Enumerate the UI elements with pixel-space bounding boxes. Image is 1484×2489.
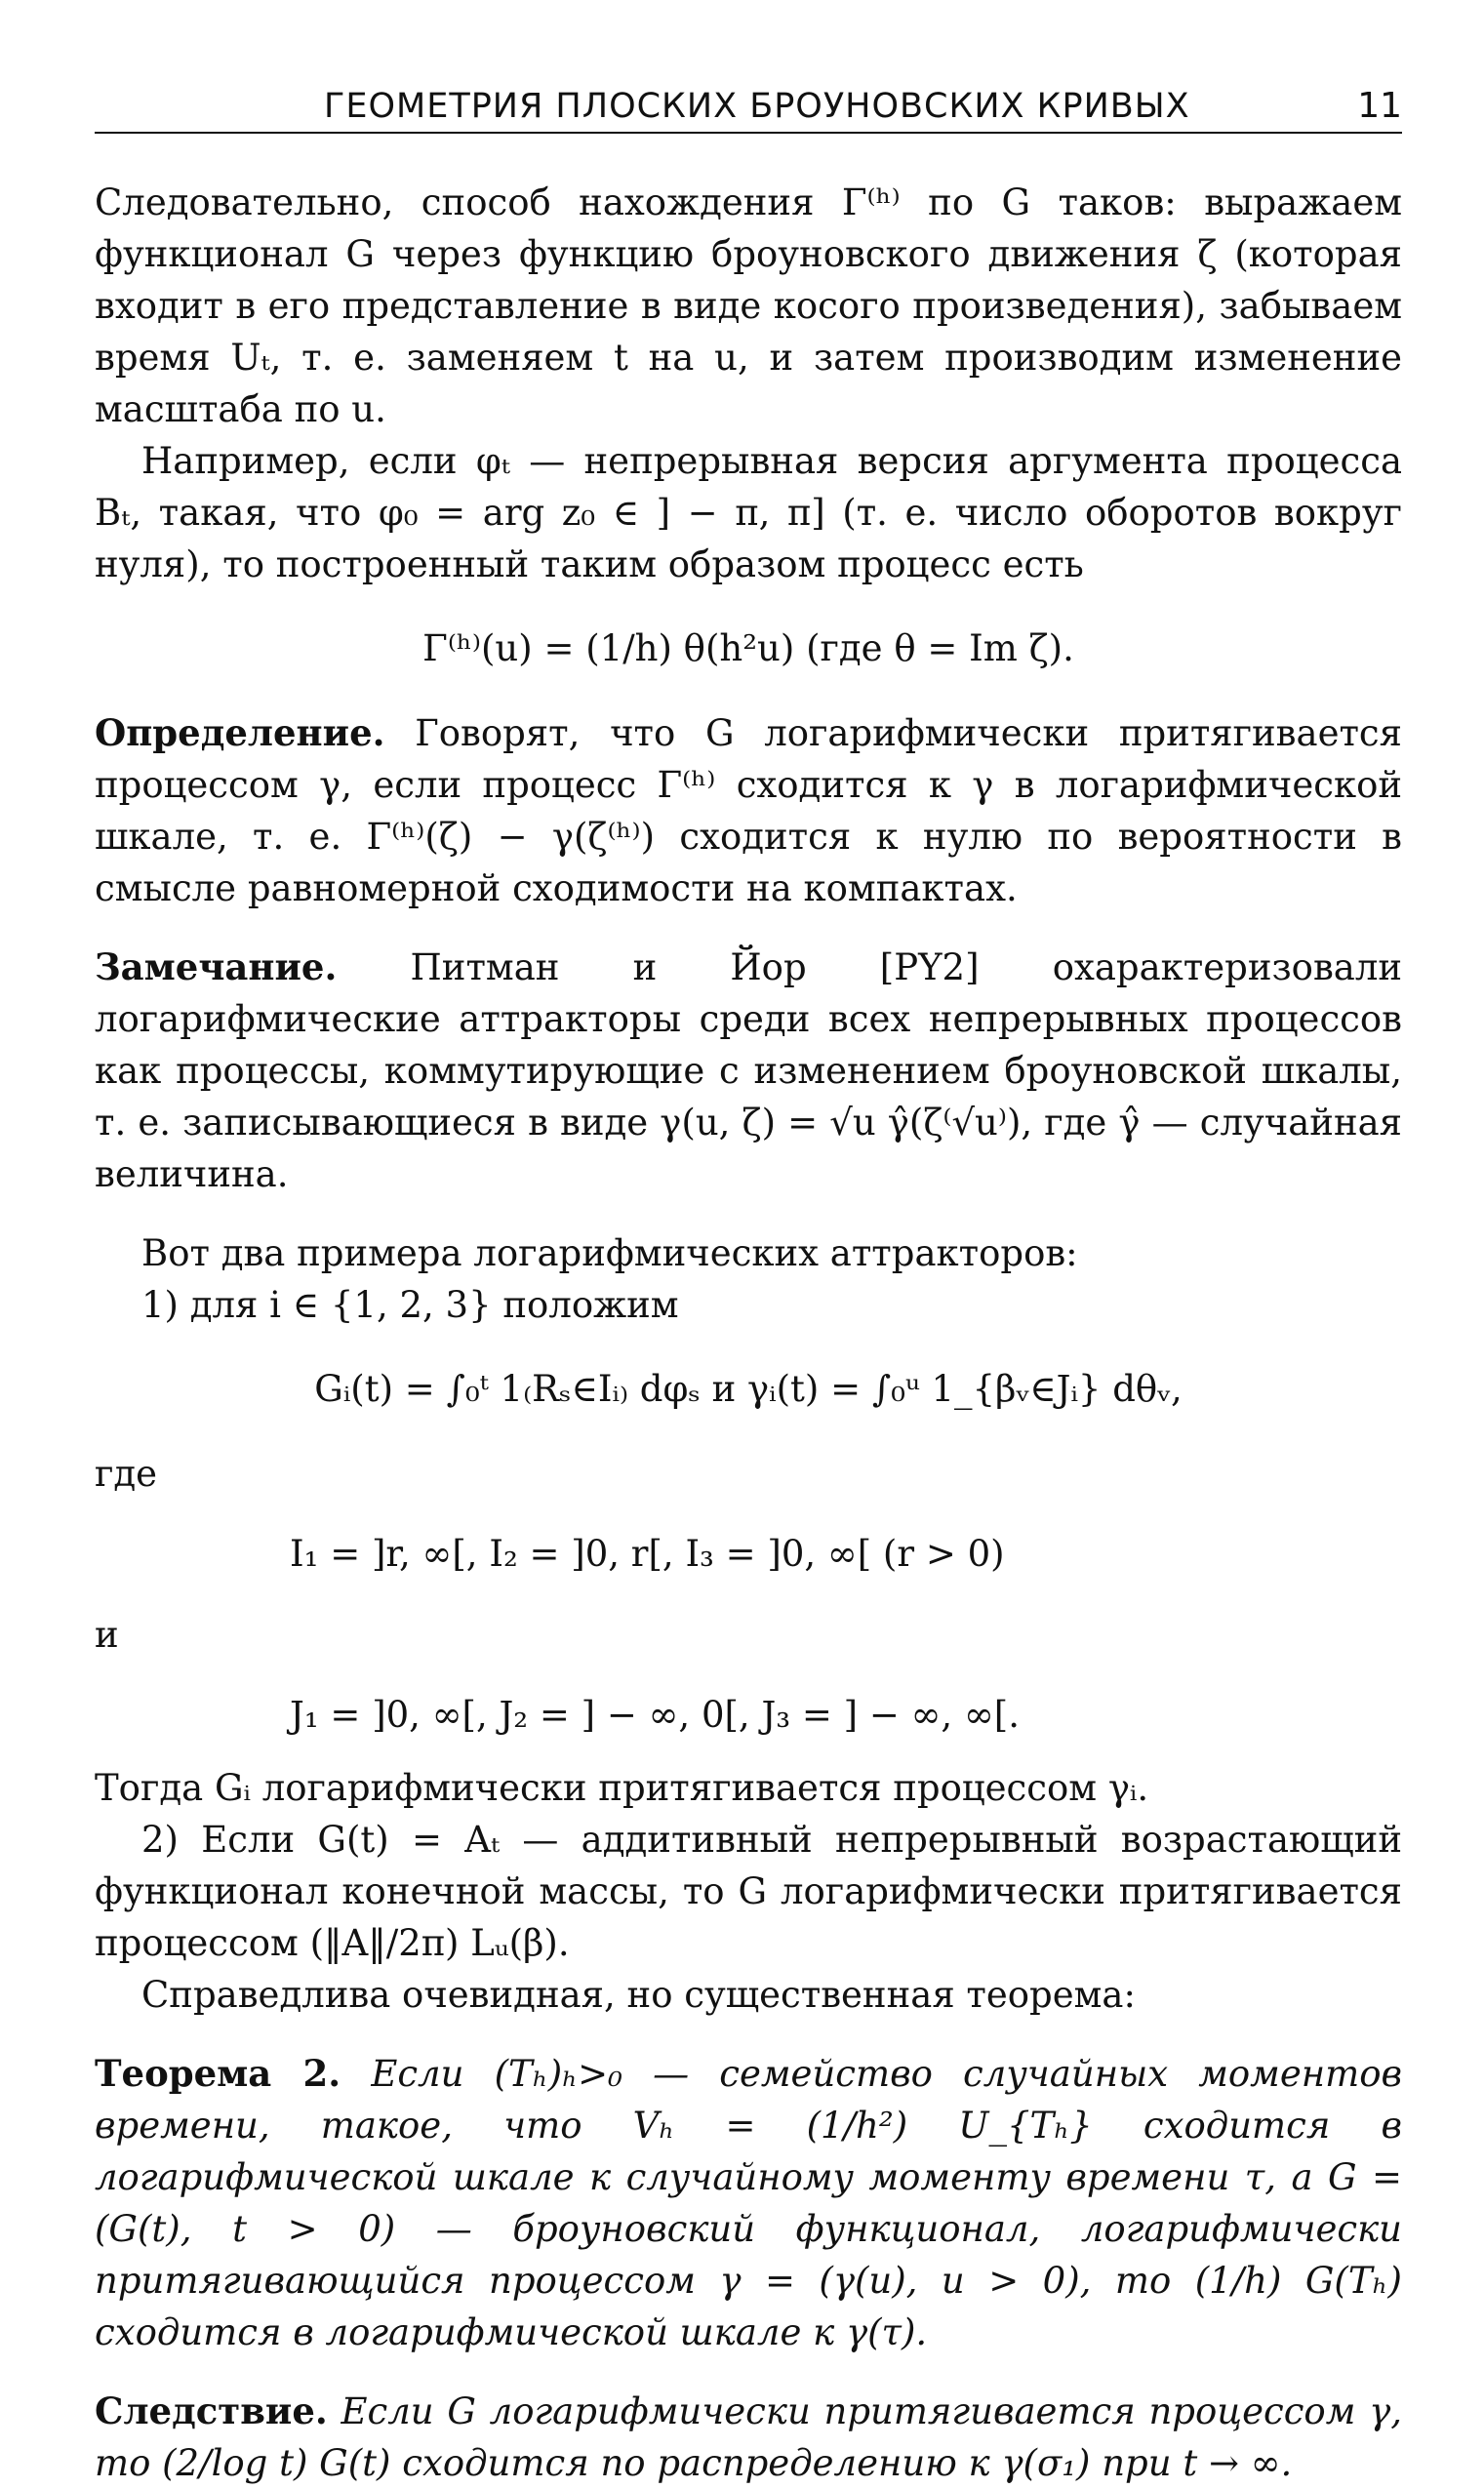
word-and: и (95, 1614, 119, 1656)
formula-gamma-h: Γ⁽ʰ⁾(u) = (1/h) θ(h²u) (где θ = Im ζ). (422, 627, 1074, 669)
page-number: 11 (1357, 86, 1402, 126)
paragraph-examples-intro: Вот два примера логарифмических аттракторов: (141, 1232, 1078, 1274)
definition-text: Говорят, что G логарифмически притягивается процессом γ, если процесс Γ⁽ʰ⁾ сходится к γ в логарифмической шкале, т. е. Γ⁽ʰ⁾(ζ) − γ(ζ⁽ʰ⁾) сходится к нулю по вероятности в смысле равномерной сходимости на компактах. (95, 712, 1402, 909)
formula-intervals-i: I₁ = ]r, ∞[, I₂ = ]0, r[, I₃ = ]0, ∞[ (r > 0) (290, 1533, 1005, 1575)
definition (95, 707, 1402, 914)
word-where: где (95, 1453, 158, 1495)
remark (95, 942, 1402, 1200)
paragraph-2: Например, если φₜ — непрерывная версия аргумента процесса Bₜ, такая, что φ₀ = arg z₀ ∈ ] − π, π] (т. е. число оборотов вокруг нуля), то построенный таким образом процесс есть (95, 440, 1402, 585)
paragraph-then: Тогда Gᵢ логарифмически притягивается процессом γᵢ. (95, 1767, 1149, 1809)
definition-label: Определение. (95, 711, 385, 754)
corollary-text: Если G логарифмически притягивается процессом γ, то (2/log t) G(t) сходится по распределению к γ(σ₁) при t → ∞. (95, 2390, 1402, 2484)
running-header (95, 86, 1402, 134)
remark-label: Замечание. (95, 945, 338, 988)
page (95, 86, 1403, 2484)
theorem-text: Если (Tₕ)ₕ>₀ — семейство случайных моментов времени, такое, что Vₕ = (1/h²) U_{Tₕ} сходится в логарифмической шкале к случайному моменту времени τ, а G = (G(t), t > 0) — броуновский функционал, логарифмически притягивающийся процессом γ = (γ(u), u > 0), то (1/h) G(Tₕ) сходится в логарифмической шкале к γ(τ). (95, 2053, 1403, 2353)
theorem-label: Теорема 2. (95, 2052, 341, 2095)
paragraph-theorem-intro: Справедлива очевидная, но существенная теорема: (141, 1974, 1136, 2016)
theorem (95, 2048, 1402, 2358)
running-title: ГЕОМЕТРИЯ ПЛОСКИХ БРОУНОВСКИХ КРИВЫХ (324, 87, 1190, 126)
corollary (95, 2386, 1402, 2489)
paragraph-example-1: 1) для i ∈ {1, 2, 3} положим (141, 1284, 679, 1326)
formula-intervals-j: J₁ = ]0, ∞[, J₂ = ] − ∞, 0[, J₃ = ] − ∞, ∞[. (290, 1694, 1020, 1736)
formula-integrals: Gᵢ(t) = ∫₀ᵗ 1₍Rₛ∈Iᵢ₎ dφₛ и γᵢ(t) = ∫₀ᵘ 1_{βᵥ∈Jᵢ} dθᵥ, (314, 1368, 1183, 1410)
paragraph-1: Следовательно, способ нахождения Γ⁽ʰ⁾ по G таков: выражаем функционал G через функцию броуновского движения ζ (которая входит в его представление в виде косого произведения), забываем время Uₜ, т. е. заменяем t на u, и затем производим изменение масштаба по u. (95, 181, 1402, 430)
corollary-label: Следствие. (95, 2389, 328, 2432)
remark-text: Питман и Йор [PY2] охарактеризовали логарифмические аттракторы среди всех непрерывных процессов как процессы, коммутирующие с изменением броуновской шкалы, т. е. записывающиеся в виде γ(u, ζ) = √u γ̂(ζ⁽√u⁾), где γ̂ — случайная величина. (95, 946, 1402, 1195)
paragraph-example-2: 2) Если G(t) = Aₜ — аддитивный непрерывный возрастающий функционал конечной массы, то G логарифмически притягивается процессом (‖A‖/2π) Lᵤ(β). (95, 1819, 1402, 1964)
